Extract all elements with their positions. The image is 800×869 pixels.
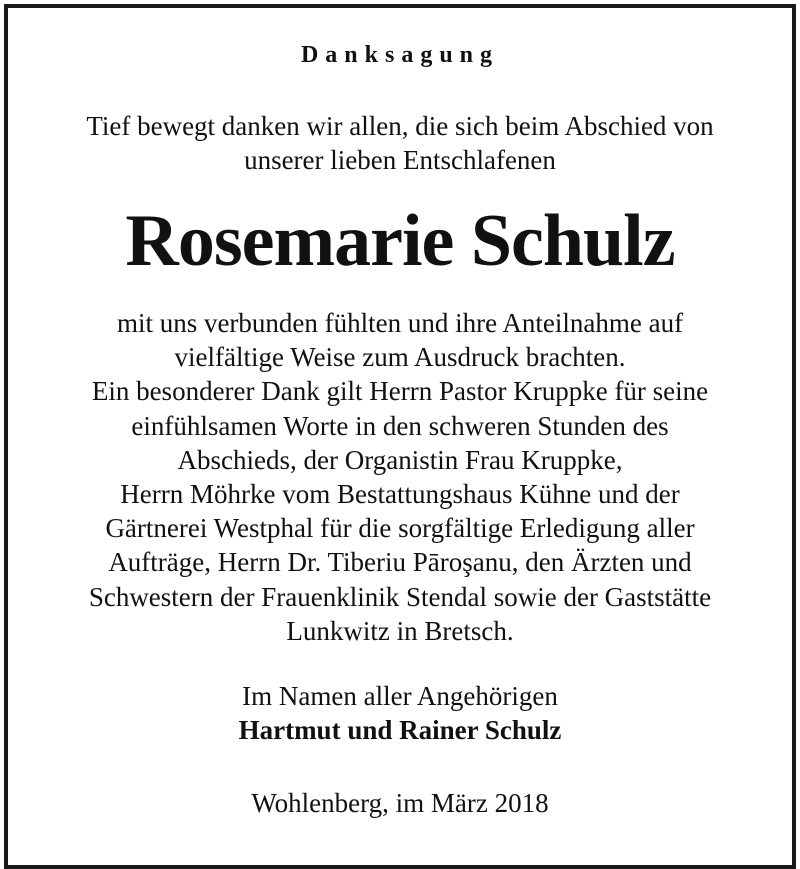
signers-names: Hartmut und Rainer Schulz <box>238 715 562 745</box>
body-line: Schwestern der Frauenklinik Stendal sowie der Gaststätte <box>88 581 712 612</box>
intro-text <box>0 109 800 177</box>
body-line: einfühlsamen Worte in den schweren Stunden des <box>131 410 669 441</box>
on-behalf-line: Im Namen aller Angehörigen <box>242 681 558 711</box>
body-line: Abschieds, der Organistin Frau Kruppke, <box>177 444 623 475</box>
body-line: Aufträge, Herrn Dr. Tiberiu Pāroşanu, den Ärzten und <box>108 547 692 578</box>
thanks-text <box>0 306 800 648</box>
place-date: Wohlenberg, im März 2018 <box>251 788 549 818</box>
deceased-name: Rosemarie Schulz <box>125 200 675 282</box>
body-line: Lunkwitz in Bretsch. <box>286 615 514 646</box>
notice-heading: Danksagung <box>300 42 500 68</box>
intro-line: Tief bewegt danken wir allen, die sich beim Abschied von <box>86 111 714 141</box>
body-line: Gärtnerei Westphal für die sorgfältige Erledigung aller <box>105 513 695 544</box>
body-line: vielfältige Weise zum Ausdruck brachten. <box>174 342 626 373</box>
body-line: mit uns verbunden fühlten und ihre Anteilnahme auf <box>116 308 684 338</box>
intro-line: unserer lieben Entschlafenen <box>244 145 556 175</box>
body-line: Ein besonderer Dank gilt Herrn Pastor Kruppke für seine <box>91 376 709 407</box>
body-line: Herrn Möhrke vom Bestattungshaus Kühne und der <box>120 479 680 510</box>
